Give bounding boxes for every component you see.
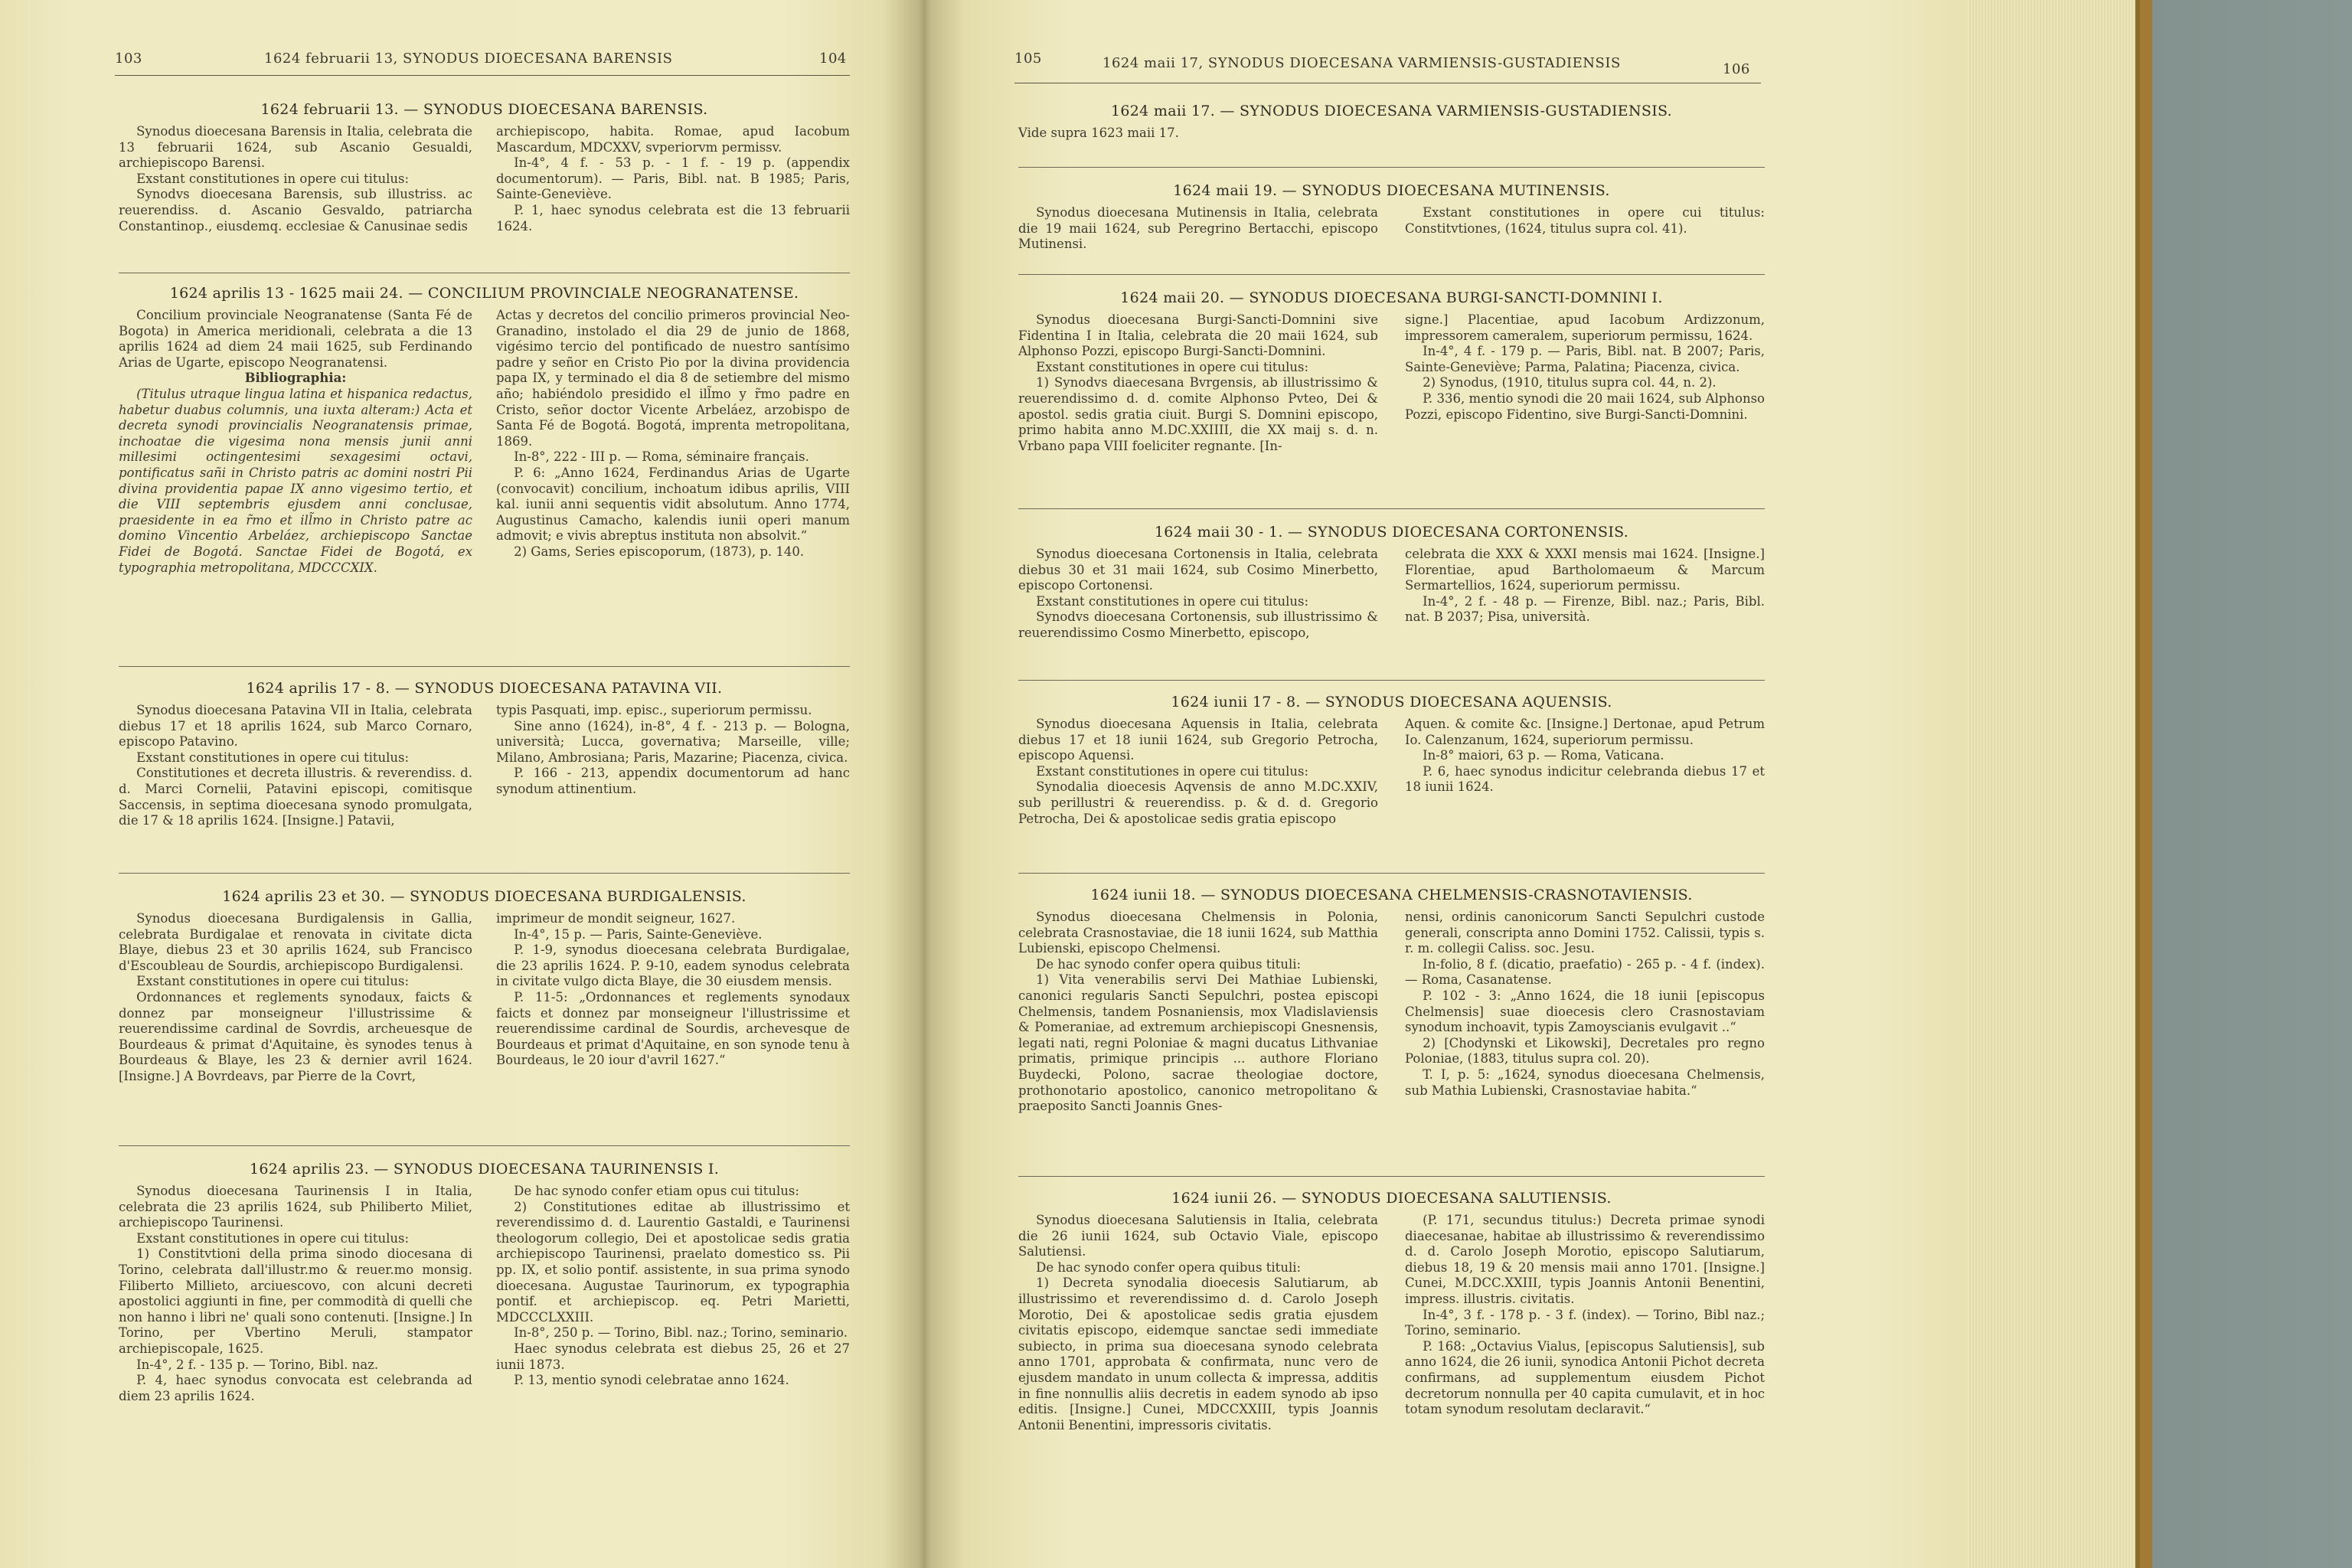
paragraph: P. 1, haec synodus celebrata est die 13 februarii 1624. (496, 202, 850, 234)
paragraph: Haec synodus celebrata est diebus 25, 26 et 27 iunii 1873. (496, 1341, 850, 1372)
entry-title: 1624 iunii 17 - 8. — SYNODUS DIOECESANA AQUENSIS. (1171, 694, 1612, 710)
entry-separator (1018, 680, 1765, 681)
entry-title: 1624 aprilis 23. — SYNODUS DIOECESANA TAURINENSIS I. (249, 1161, 720, 1178)
left-page (0, 0, 923, 1568)
entry-salutiensis (1018, 1190, 1765, 1433)
paragraph: P. 336, mentio synodi die 20 maii 1624, sub Alphonso Pozzi, episcopo Fidentino, sive Burgi-Sancti-Domnini. (1405, 390, 1765, 422)
paragraph: In-4°, 4 f. - 53 p. - 1 f. - 19 p. (appendix documentorum). — Paris, Bibl. nat. B 1985; Paris, Sainte-Geneviève. (496, 155, 850, 202)
page-number-left-2: 104 (819, 51, 847, 67)
paragraph: Vide supra 1623 maii 17. (1018, 126, 1179, 140)
page-edges (1968, 0, 2140, 1568)
paragraph: In-folio, 8 f. (dicatio, praefatio) - 265 p. - 4 f. (index). — Roma, Casanatense. (1405, 956, 1765, 988)
paragraph: Constitutiones et decreta illustris. & reverendiss. d. d. Marci Cornelii, Patavini episcopi, comitisque Saccensis, in septima dioecesana synodo promulgata, die 17 & 18 aprilis 1624. [Insigne.] Patavii, (119, 766, 472, 828)
entry-title: 1624 aprilis 23 et 30. — SYNODUS DIOECESANA BURDIGALENSIS. (222, 888, 746, 905)
entry-separator (1018, 274, 1765, 275)
paragraph: Synodus dioecesana Barensis in Italia, celebrata die 13 februarii 1624, sub Ascanio Gesualdi, archiepiscopo Barensi. (119, 124, 472, 171)
entry-column-2 (1405, 910, 1765, 1115)
running-title-right: 1624 maii 17, SYNODUS DIOECESANA VARMIENSIS-GUSTADIENSIS (1102, 55, 1621, 71)
page-number-left: 103 (115, 51, 142, 67)
header-rule-left (115, 75, 850, 76)
paragraph: 2) Constitutiones editae ab illustrissimo et reverendissimo d. d. Laurentio Gastaldi, e Taurinensi theologorum collegio, Dei et apostolicae sedis gratia archiepiscopo Taurinensi, praelato domestico ss. Pii pp. IX, et solio pontif. assistente, in sua prima synodo dioecesana. Augustae Taurinorum, ex typographia pontif. et archiepiscop. eq. Petri Marietti, MDCCCLXXIII. (496, 1199, 850, 1325)
entry-title: 1624 maii 17. — SYNODUS DIOECESANA VARMIENSIS-GUSTADIENSIS. (1111, 103, 1672, 119)
paragraph: archiepiscopo, habita. Romae, apud Iacobum Mascardum, MDCXXV, svperiorvm permissv. (496, 124, 850, 155)
entry-aquensis (1018, 694, 1765, 827)
paragraph: Exstant constitutiones in opere cui titulus: (136, 171, 410, 186)
paragraph: celebrata die XXX & XXXI mensis mai 1624. [Insigne.] Florentiae, apud Bartholomaeum & Marcum Sermartellios, 1624, superiorum permissu. (1405, 547, 1765, 593)
entry-column-2 (496, 308, 850, 576)
paragraph: Concilium provinciale Neogranatense (Santa Fé de Bogota) in America meridionali, celebrata a die 13 aprilis 1624 ad diem 24 maii 1625, sub Ferdinando Arias de Ugarte, episcopo Neogranatensi. (119, 308, 472, 370)
paragraph: Exstant constitutiones in opere cui titulus: (136, 974, 410, 989)
paragraph: Exstant constitutiones in opere cui titulus: (1036, 763, 1309, 779)
entry-patavina (119, 680, 850, 829)
paragraph: Exstant constitutiones in opere cui titulus: Constitvtiones, (1624, titulus supra col. 41). (1405, 205, 1765, 236)
entry-column-1 (1018, 205, 1378, 253)
paragraph: P. 168: „Octavius Vialus, [episcopus Salutiensis], sub anno 1624, die 26 iunii, synodica Antonii Pichot decreta confirmans, ad supplementum eiusdem Pichot decretorum nonnulla per 40 capita cumulavit, et in hoc totam synodum resolutam declaravit.“ (1405, 1338, 1765, 1417)
paragraph: Synodus dioecesana Chelmensis in Polonia, celebrata Crasnostaviae, die 18 iunii 1624, sub Matthia Lubienski, episcopo Chelmensi. (1018, 910, 1378, 956)
paragraph: Synodvs dioecesana Cortonensis, sub illustrissimo & reuerendissimo Cosmo Minerbetto, episcopo, (1018, 609, 1378, 640)
paragraph: Synodus dioecesana Patavina VII in Italia, celebrata diebus 17 et 18 aprilis 1624, sub Marco Cornaro, episcopo Patavino. (119, 703, 472, 750)
entry-column-1 (1018, 717, 1378, 827)
paragraph: In-4°, 4 f. - 179 p. — Paris, Bibl. nat. B 2007; Paris, Sainte-Geneviève; Parma, Palatina; Piacenza, civica. (1405, 344, 1765, 374)
paragraph: Ordonnances et reglements synodaux, faicts & donnez par monseigneur l'illustrissime & reuerendissime cardinal de Sovrdis, archeuesque de Bourdeaus & primat d'Aquitaine, ès synodes tenus à Bourdeaus & Blaye, les 23 & dernier avril 1624. [Insigne.] A Bovrdeavs, par Pierre de la Covrt, (119, 989, 472, 1083)
paragraph: In-8° maiori, 63 p. — Roma, Vaticana. (1423, 748, 1664, 763)
entry-title: 1624 maii 19. — SYNODUS DIOECESANA MUTINENSIS. (1173, 182, 1610, 199)
entry-separator (1018, 1176, 1765, 1177)
entry-column-1 (119, 911, 472, 1085)
entry-column-2 (496, 703, 850, 829)
paragraph: 1) Decreta synodalia dioecesis Salutiarum, ab illustrissimo et reverendissimo d. d. Carolo Joseph Morotio, Dei & apostolicae sedis gratia ejusdem civitatis episcopo, eidemque sanctae sedi immediate subiecto, in prima sua dioecesana synodo celebrata anno 1701, approbata & confirmata, nunc vero de ejusdem mandato in unum collecta & impressa, additis in fine nonnullis aliis decretis in eadem synodo ab ipso editis. [Insigne.] Cunei, MDCCXXIII, typis Joannis Antonii Benentini, impressoris civitatis. (1018, 1276, 1378, 1432)
entry-column-2 (1405, 1213, 1765, 1433)
entry-title: 1624 aprilis 17 - 8. — SYNODUS DIOECESANA PATAVINA VII. (246, 680, 723, 697)
entry-column-1 (1018, 910, 1378, 1115)
entry-column-1 (1018, 312, 1378, 454)
paragraph: Actas y decretos del concilio primeros provincial Neo-Granadino, instolado el dia 29 de junio de 1868, vigésimo tercio del pontificado de nuestro santísimo padre y señor en Cristo Pio por la divina providencia papa IX, y terminado el dia 8 de setiembre del mismo año; habiéndolo presidido el ill̃mo y r̃mo padre en Cristo, señor doctor Vicente Arbeláez, arzobispo de Santa Fé de Bogotá. Bogotá, imprenta metropolitana, 1869. (496, 308, 850, 449)
entry-column-1 (1018, 126, 1478, 142)
paragraph: P. 1-9, synodus dioecesana celebrata Burdigalae, die 23 aprilis 1624. P. 9-10, eadem synodus celebrata in civitate vulgo dicta Blaye, die 30 eiusdem mensis. (496, 942, 850, 989)
paragraph: Synodus dioecesana Burgi-Sancti-Domnini sive Fidentina I in Italia, celebrata die 20 maii 1624, sub Alphonso Pozzi, episcopo Burgi-Sancti-Domnini. (1018, 312, 1378, 359)
paragraph: nensi, ordinis canonicorum Sancti Sepulchri custode generali, conscripta anno Domini 1752. Calissii, typis s. r. m. collegii Caliss. soc. Jesu. (1405, 910, 1765, 956)
entry-column-2 (1405, 312, 1765, 454)
entry-title: 1624 iunii 26. — SYNODUS DIOECESANA SALUTIENSIS. (1171, 1190, 1612, 1207)
paragraph: Exstant constitutiones in opere cui titulus: (136, 750, 410, 765)
entry-column-2 (1405, 547, 1765, 642)
paragraph: P. 166 - 213, appendix documentorum ad hanc synodum attinentium. (496, 766, 850, 796)
entry-title: 1624 iunii 18. — SYNODUS DIOECESANA CHELMENSIS-CRASNOTAVIENSIS. (1090, 887, 1693, 903)
entry-taurinensis (119, 1161, 850, 1404)
paragraph: De hac synodo confer etiam opus cui titulus: (514, 1184, 799, 1198)
paragraph: 2) [Chodynski et Likowski], Decretales pro regno Poloniae, (1883, titulus supra col. 20). (1405, 1035, 1765, 1067)
paragraph: Synodus dioecesana Taurinensis I in Italia, celebrata die 23 aprilis 1624, sub Philiberto Miliet, archiepiscopo Taurinensi. (119, 1184, 472, 1230)
paragraph: (Titulus utraque lingua latina et hispanica redactus, habetur duabus columnis, una iuxta alteram:) Acta et decreta synodi provincialis Neogranatensis primae, inchoatae die vigesima nona mensis junii anni millesimi octingentesimi sexagesimi octavi, pontificatus sañi in Christo patris ac domini nostri Pii divina providentia papae IX anno vigesimo tertio, et die VIII septembris ejusdem anni conclusae, praesidente in ea r̃mo et ill̃mo in Christo patre ac domino Vincentio Arbeláez, archiepiscopo Sanctae Fidei de Bogotá. Sanctae Fidei de Bogotá, ex typographia metropolitana, MDCCCXIX. (119, 386, 472, 575)
paragraph: Sine anno (1624), in-8°, 4 f. - 213 p. — Bologna, università; Lucca, governativa; Marseille, ville; Milano, Ambrosiana; Paris, Mazarine; Piacenza, civica. (496, 718, 850, 765)
entry-column-2 (1405, 205, 1765, 253)
entry-separator (1018, 508, 1765, 509)
entry-separator (119, 873, 850, 874)
paragraph: 1) Synodvs diaecesana Bvrgensis, ab illustrissimo & reuerendissimo d. d. comite Alphonso Pvteo, Dei & apostol. sedis gratia ciuit. Burgi S. Domnini episcopo, primo habita anno M.DC.XXIIII, die XX maij s. d. n. Vrbano papa VIII foeliciter regnante. [In- (1018, 375, 1378, 453)
paragraph: 1) Vita venerabilis servi Dei Mathiae Lubienski, canonici regularis Sancti Sepulchri, postea episcopi Chelmensis, tandem Posnaniensis, mox Vladislaviensis & Pomeraniae, ad extremum archiepiscopi Gnesnensis, legati nati, regni Poloniae & magni ducatus Lithvaniae primatis, primique principis ... authore Floriano Buydecki, Polono, sacrae theologiae doctore, prothonotario apostolico, canonico metropolitano & praeposito Sancti Joannis Gnes- (1018, 972, 1378, 1114)
paragraph: In-4°, 2 f. - 135 p. — Torino, Bibl. naz. (136, 1357, 379, 1372)
entry-mutinensis (1018, 182, 1765, 253)
paragraph: In-4°, 2 f. - 48 p. — Firenze, Bibl. naz.; Paris, Bibl. nat. B 2037; Pisa, università. (1405, 593, 1765, 625)
entry-title: 1624 aprilis 13 - 1625 maii 24. — CONCILIUM PROVINCIALE NEOGRANATENSE. (169, 285, 799, 302)
paragraph: Exstant constitutiones in opere cui titulus: (1036, 359, 1309, 374)
paragraph: De hac synodo confer opera quibus tituli: (1036, 1259, 1302, 1275)
paragraph: In-4°, 15 p. — Paris, Sainte-Geneviève. (514, 926, 763, 942)
paragraph: Synodalia dioecesis Aqvensis de anno M.DC.XXIV, sub perillustri & reuerendiss. p. & d. d. Gregorio Petrocha, Dei & apostolicae sedis gratia episcopo (1018, 779, 1378, 826)
paragraph: P. 102 - 3: „Anno 1624, die 18 iunii [episcopus Chelmensis] suae dioecesis clero Crasnostaviam synodum inchoavit, typis Zamoyscianis evulgavit ..“ (1405, 988, 1765, 1035)
entry-column-1 (119, 124, 472, 234)
entry-separator (1018, 873, 1765, 874)
paragraph: Aquen. & comite &c. [Insigne.] Dertonae, apud Petrum Io. Calenzanum, 1624, superiorum permissu. (1405, 717, 1765, 747)
entry-title: 1624 maii 20. — SYNODUS DIOECESANA BURGI-SANCTI-DOMNINI I. (1120, 289, 1663, 306)
paragraph: Synodus dioecesana Burdigalensis in Gallia, celebrata Burdigalae et renovata in civitate dicta Blaye, diebus 23 et 30 aprilis 1624, sub Francisco d'Escoubleau de Sourdis, archiepiscopo Burdigalensi. (119, 911, 472, 973)
entry-column-1 (1018, 547, 1378, 642)
paragraph: Exstant constitutiones in opere cui titulus: (136, 1230, 410, 1246)
entry-column-2 (496, 1184, 850, 1404)
paragraph: P. 11-5: „Ordonnances et reglements synodaux faicts et donnez par monseigneur l'illustrissime et reuerendissime cardinal de Sourdis, archevesque de Bourdeaus et primat d'Aquitaine, en son synode tenu à Bourdeaus, le 20 iour d'avril 1627.“ (496, 989, 850, 1068)
paragraph: imprimeur de mondit seigneur, 1627. (496, 911, 736, 926)
paragraph: In-4°, 3 f. - 178 p. - 3 f. (index). — Torino, Bibl naz.; Torino, seminario. (1405, 1307, 1765, 1338)
bibliographia-heading: Bibliographia: (244, 371, 347, 386)
paragraph: In-8°, 250 p. — Torino, Bibl. naz.; Torino, seminario. (514, 1325, 848, 1341)
entry-column-1 (1018, 1213, 1378, 1433)
paragraph: Synodvs dioecesana Barensis, sub illustriss. ac reuerendiss. d. Ascanio Gesvaldo, patriarcha Constantinop., eiusdemq. ecclesiae & Canusinae sedis (119, 187, 472, 234)
paragraph: P. 6: „Anno 1624, Ferdinandus Arias de Ugarte (convocavit) concilium, inchoatum idibus aprilis, VIII kal. iunii anni sequentis vidit absolutum. Anno 1774, Augustinus Camacho, kalendis iunii operi manum admovit; e vivis abreptus instituta non absolvit.“ (496, 465, 850, 544)
paragraph: signe.] Placentiae, apud Iacobum Ardizzonum, impressorem cameralem, superiorum permissu, 1624. (1405, 312, 1765, 343)
entry-separator (119, 666, 850, 667)
book-cover-edge (2140, 0, 2152, 1568)
paragraph: P. 13, mentio synodi celebratae anno 1624. (514, 1373, 789, 1388)
entry-column-1 (119, 703, 472, 829)
paragraph: Synodus dioecesana Cortonensis in Italia, celebrata diebus 30 et 31 maii 1624, sub Cosimo Minerbetto, episcopo Cortonensi. (1018, 547, 1378, 593)
paragraph: 2) Synodus, (1910, titulus supra col. 44, n. 2). (1423, 375, 1717, 390)
paragraph: Exstant constitutiones in opere cui titulus: (1036, 593, 1309, 609)
paragraph: De hac synodo confer opera quibus tituli: (1036, 956, 1302, 972)
entry-title: 1624 februarii 13. — SYNODUS DIOECESANA BARENSIS. (260, 101, 708, 118)
paragraph: Synodus dioecesana Salutiensis in Italia, celebrata die 26 iunii 1624, sub Octavio Viale, episcopo Salutiensi. (1018, 1213, 1378, 1259)
paragraph: P. 4, haec synodus convocata est celebranda ad diem 23 aprilis 1624. (119, 1373, 472, 1403)
entry-varmiensis (1018, 103, 1765, 142)
entry-burdigalensis (119, 888, 850, 1085)
entry-column-1 (119, 308, 472, 576)
paragraph: Synodus dioecesana Aquensis in Italia, celebrata diebus 17 et 18 iunii 1624, sub Gregorio Petrocha, episcopo Aquensi. (1018, 717, 1378, 763)
entry-neogranatense (119, 285, 850, 576)
entry-barensis (119, 101, 850, 234)
paragraph: typis Pasquati, imp. episc., superiorum permissu. (496, 703, 812, 717)
entry-column-1 (119, 1184, 472, 1404)
entry-separator (1018, 167, 1765, 168)
paragraph: In-8°, 222 - III p. — Roma, séminaire français. (514, 449, 809, 465)
entry-burgi-sancti-domnini (1018, 289, 1765, 454)
paragraph: 1) Constitvtioni della prima sinodo diocesana di Torino, celebrata dall'illustr.mo & reuer.mo monsig. Filiberto Millieto, arciuescovo, con alcuni decreti apostolici aggiunti in fine, per commodità di quelli che non hanno i libri ne' quali sono contenuti. [Insigne.] In Torino, per Vbertino Meruli, stampator archiepiscopale, 1625. (119, 1246, 472, 1356)
page-number-right: 105 (1014, 51, 1042, 67)
entry-separator (119, 1145, 850, 1146)
page-number-right-2: 106 (1723, 61, 1750, 77)
paragraph: 2) Gams, Series episcoporum, (1873), p. 140. (514, 544, 805, 559)
paragraph: P. 6, haec synodus indicitur celebranda diebus 17 et 18 iunii 1624. (1405, 763, 1765, 795)
right-page (923, 0, 1968, 1568)
paragraph: Synodus dioecesana Mutinensis in Italia, celebrata die 19 maii 1624, sub Peregrino Bertacchi, episcopo Mutinensi. (1018, 205, 1378, 252)
entry-column-2 (496, 911, 850, 1085)
running-title-left: 1624 februarii 13, SYNODUS DIOECESANA BARENSIS (264, 51, 673, 67)
entry-chelmensis (1018, 887, 1765, 1115)
paragraph: (P. 171, secundus titulus:) Decreta primae synodi diaecesanae, habitae ab illustrissimo & reverendissimo d. d. Carolo Joseph Morotio, episcopo Salutiarum, diebus 18, 19 & 20 mensis maii anno 1701. [Insigne.] Cunei, M.DCC.XXIII, typis Joannis Antonii Benentini, impress. illustris. civitatis. (1405, 1213, 1765, 1306)
entry-title: 1624 maii 30 - 1. — SYNODUS DIOECESANA CORTONENSIS. (1154, 524, 1629, 541)
entry-cortonensis (1018, 524, 1765, 642)
entry-column-2 (1405, 717, 1765, 827)
entry-column-2 (496, 124, 850, 234)
paragraph: T. I, p. 5: „1624, synodus dioecesana Chelmensis, sub Mathia Lubienski, Crasnostaviae habita.“ (1405, 1067, 1765, 1098)
